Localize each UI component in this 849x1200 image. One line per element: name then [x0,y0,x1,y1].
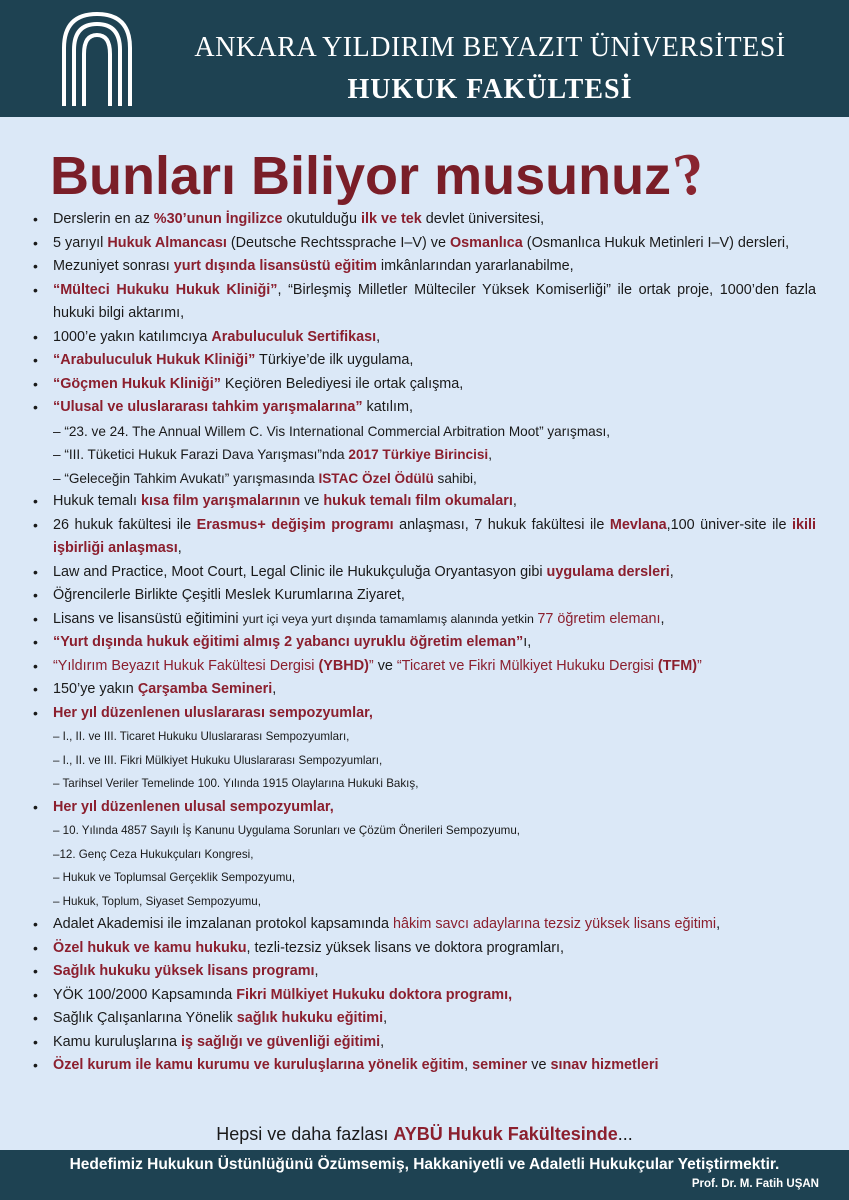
sub-list-item [0,772,849,796]
item-text: Özel hukuk ve kamu hukuku [53,939,247,956]
item-text: hâkim savcı adaylarına tezsiz yüksek lisans eğitimi [392,916,717,932]
item-text: 5 yarıyıl [53,234,108,251]
sub-list-item [0,420,849,444]
item-text: okutulduğu [282,211,361,227]
list-item [0,937,849,961]
list-item [0,678,849,702]
list-item [0,1054,849,1078]
item-text: Mevlana [609,516,667,533]
item-text: , [512,493,517,509]
item-text: , [380,1033,385,1050]
item-text: , [314,963,319,979]
item-text: %30’unun İngilizce [153,211,283,227]
item-text: sağlık hukuku eğitimi [236,1010,384,1026]
item-text: Türkiye’de ilk uygulama, [255,352,414,368]
bullet-icon: • [33,234,38,251]
faculty-name: HUKUK FAKÜLTESİ [347,74,633,105]
item-text: – “23. ve 24. The Annual Willem C. Vis International Commercial Arbitration Moot” yarışması, [53,423,611,439]
item-text: Hukuk Almancası [107,234,227,251]
list-item [0,655,849,679]
item-text: 26 hukuk fakültesi ile [53,516,197,533]
item-text: (Osmanlıca Hukuk Metinleri I–V) dersleri, [522,234,790,251]
bullet-icon: • [33,375,38,392]
item-text: 1000’e yakın katılımcıya [53,328,212,345]
item-text: ,100 üniver-site ile [666,516,792,533]
bullet-icon: • [33,986,38,1003]
item-text: Adalet Akademisi ile imzalanan protokol kapsamında [53,916,393,932]
list-item [0,913,849,937]
bullet-icon: • [33,963,38,979]
list-item [0,255,849,279]
item-text: – Hukuk ve Toplumsal Gerçeklik Sempozyumu, [53,871,296,884]
item-text: , [376,328,381,345]
item-text: Erasmus+ değişim programı [196,516,394,533]
sub-list-item [0,866,849,890]
closing-emphasis: AYBÜ Hukuk Fakültesinde [393,1124,618,1144]
closing-line [0,1124,849,1145]
bullet-icon: • [33,493,38,509]
bullet-icon: • [33,399,38,415]
item-text: , [177,540,182,556]
item-text: ” [368,657,378,674]
item-text: , “Birleşmiş Milletler Mülteciler Yüksek Komiserliği” ile ortak proje, 1000’den fazla hukuki bilgi aktarımı, [53,281,816,321]
item-text: ı, [523,634,532,650]
sub-list-item [0,843,849,867]
item-text: , [464,1057,473,1073]
bullet-icon: • [33,634,38,650]
item-text: iş sağlığı ve güvenliği eğitimi [180,1033,381,1050]
footer-motto: Hedefimiz Hukukun Üstünlüğünü Özümsemiş, Hakkaniyetli ve Adaletli Hukukçular Yetiştirmektir. [69,1156,780,1173]
item-text: Law and Practice, Moot Court, Legal Clinic ile Hukukçuluğa Oryantasyon gibi [53,563,547,580]
bullet-icon: • [33,587,38,603]
bullet-icon: • [33,1033,38,1050]
item-text: (Deutsche Rechtssprache I–V) ve [226,234,450,251]
footer-banner [0,1150,849,1200]
bullet-icon: • [33,328,38,345]
item-text: Sağlık Çalışanlarına Yönelik [53,1010,237,1026]
item-text: ISTAC Özel Ödülü [318,470,434,486]
item-text: “Ticaret ve Fikri Mülkiyet Hukuku Dergisi [396,657,658,674]
bullet-icon: • [33,657,38,674]
sub-list-item [0,749,849,773]
item-text: Özel kurum ile kamu kurumu ve kuruluşlarına yönelik eğitim [53,1057,465,1073]
bullet-icon: • [33,939,38,956]
university-logo [58,8,136,108]
item-text: uygulama dersleri [546,563,670,580]
bullet-icon: • [33,610,38,627]
bullet-icon: • [33,281,38,298]
item-text: “Arabuluculuk Hukuk Kliniği” [53,352,256,368]
item-text: sahibi, [433,470,477,486]
item-text: (TFM) [657,657,697,674]
item-text: 77 öğretim elemanı [537,610,661,627]
item-text: hukuk temalı film okumaları [323,493,513,509]
item-text: ve [527,1057,551,1073]
item-text: “Yıldırım Beyazıt Hukuk Fakültesi Dergisi [53,657,319,674]
list-item [0,373,849,397]
list-item [0,796,849,820]
item-text: Sağlık hukuku yüksek lisans programı [53,963,315,979]
item-text: Keçiören Belediyesi ile ortak çalışma, [220,375,464,392]
item-text: , [383,1010,388,1026]
item-text: “Mülteci Hukuku Hukuk Kliniği” [53,281,278,298]
page-title-text: Bunları Biliyor musunuz [50,146,672,206]
item-text: seminer [472,1057,528,1073]
item-text: kısa film yarışmalarının [140,493,301,509]
item-text: “Yurt dışında hukuk eğitimi almış 2 yabancı uyruklu öğretim eleman” [53,634,524,650]
bullet-icon: • [33,681,38,697]
item-text: Kamu kuruluşlarına [53,1033,181,1050]
list-item [0,702,849,726]
university-name: ANKARA YILDIRIM BEYAZIT ÜNİVERSİTESİ [194,32,786,63]
list-item [0,1007,849,1031]
bullet-icon: • [33,798,38,815]
item-text: , [660,610,665,627]
facts-list [0,208,849,1078]
item-text: ve [300,493,324,509]
footer-author: Prof. Dr. M. Fatih UŞAN [691,1178,819,1190]
page-title [50,138,810,210]
item-text: “Ulusal ve uluslararası tahkim yarışmalarına” [53,399,363,415]
list-item [0,984,849,1008]
list-item [0,349,849,373]
item-text: Lisans ve lisansüstü eğitimini [53,610,243,627]
item-text: yurt içi veya yurt dışında tamamlamış alanında yetkin [242,611,538,626]
list-item [0,232,849,256]
item-text: Çarşamba Semineri [137,681,273,697]
item-text: , [669,563,674,580]
item-text: 150’ye yakın [53,681,138,697]
list-item [0,608,849,632]
item-text: (YBHD) [318,657,369,674]
item-text: – Hukuk, Toplum, Siyaset Sempozyumu, [53,894,261,908]
item-text: ilk ve tek [360,211,422,227]
bullet-icon: • [33,1057,38,1073]
list-item [0,208,849,232]
item-text: yurt dışında lisansüstü eğitim [173,258,377,274]
list-item [0,514,849,561]
closing-post: ... [617,1124,633,1144]
bullet-icon: • [33,563,38,580]
item-text: Her yıl düzenlenen ulusal sempozyumlar, [53,798,334,815]
item-text: sınav hizmetleri [550,1057,659,1073]
closing-pre: Hepsi ve daha fazlası [216,1124,394,1144]
item-text: katılım, [362,399,413,415]
bullet-icon: • [33,211,38,227]
list-item [0,326,849,350]
sub-list-item [0,443,849,467]
item-text: , [272,681,277,697]
item-text: , [716,916,721,932]
item-text: Fikri Mülkiyet Hukuku doktora programı, [236,986,513,1003]
list-item [0,631,849,655]
item-text: – 10. Yılında 4857 Sayılı İş Kanunu Uygulama Sorunları ve Çözüm Önerileri Sempozyumu, [53,824,520,837]
item-text: Derslerin en az [53,211,154,227]
item-text: – “III. Tüketici Hukuk Farazi Dava Yarışması”nda [53,447,349,462]
list-item [0,561,849,585]
item-text: Hukuk temalı [53,493,141,509]
item-text: “Göçmen Hukuk Kliniği” [53,375,221,392]
header-banner [0,0,849,117]
question-mark-icon: ? [668,138,712,210]
item-text: ve [377,657,397,674]
item-text: –12. Genç Ceza Hukukçuları Kongresi, [53,847,254,861]
sub-list-item [0,890,849,914]
item-text: Öğrencilerle Birlikte Çeşitli Meslek Kurumlarına Ziyaret, [53,587,405,603]
bullet-icon: • [33,516,38,533]
bullet-icon: • [33,916,38,932]
item-text: ikili işbirliği anlaşması [53,516,816,556]
item-text: Arabuluculuk Sertifikası [211,328,377,345]
bullet-icon: • [33,258,38,274]
sub-list-item [0,725,849,749]
bullet-icon: • [33,704,38,721]
item-text: imkânlarından yararlanabilme, [376,258,574,274]
item-text: Her yıl düzenlenen uluslararası sempozyumlar, [53,704,373,721]
item-text: Osmanlıca [449,234,523,251]
list-item [0,279,849,326]
item-text: Mezuniyet sonrası [53,258,174,274]
list-item [0,396,849,420]
sub-list-item [0,467,849,491]
item-text: – “Geleceğin Tahkim Avukatı” yarışmasında [53,470,319,486]
item-text: 2017 Türkiye Birincisi [348,447,489,462]
item-text: devlet üniversitesi, [421,211,545,227]
item-text: , tezli-tezsiz yüksek lisans ve doktora programları, [246,939,565,956]
item-text: ” [697,657,702,674]
item-text: , [488,447,492,462]
list-item [0,490,849,514]
sub-list-item [0,819,849,843]
list-item [0,1031,849,1055]
list-item [0,960,849,984]
bullet-icon: • [33,352,38,368]
bullet-icon: • [33,1010,38,1026]
item-text: YÖK 100/2000 Kapsamında [53,986,237,1003]
item-text: – Tarihsel Veriler Temelinde 100. Yılında 1915 Olaylarına Hukuki Bakış, [53,777,419,790]
item-text: – I., II. ve III. Ticaret Hukuku Uluslararası Sempozyumları, [53,730,350,743]
item-text: anlaşması, 7 hukuk fakültesi ile [393,516,610,533]
list-item [0,584,849,608]
item-text: – I., II. ve III. Fikri Mülkiyet Hukuku Uluslararası Sempozyumları, [53,753,383,767]
